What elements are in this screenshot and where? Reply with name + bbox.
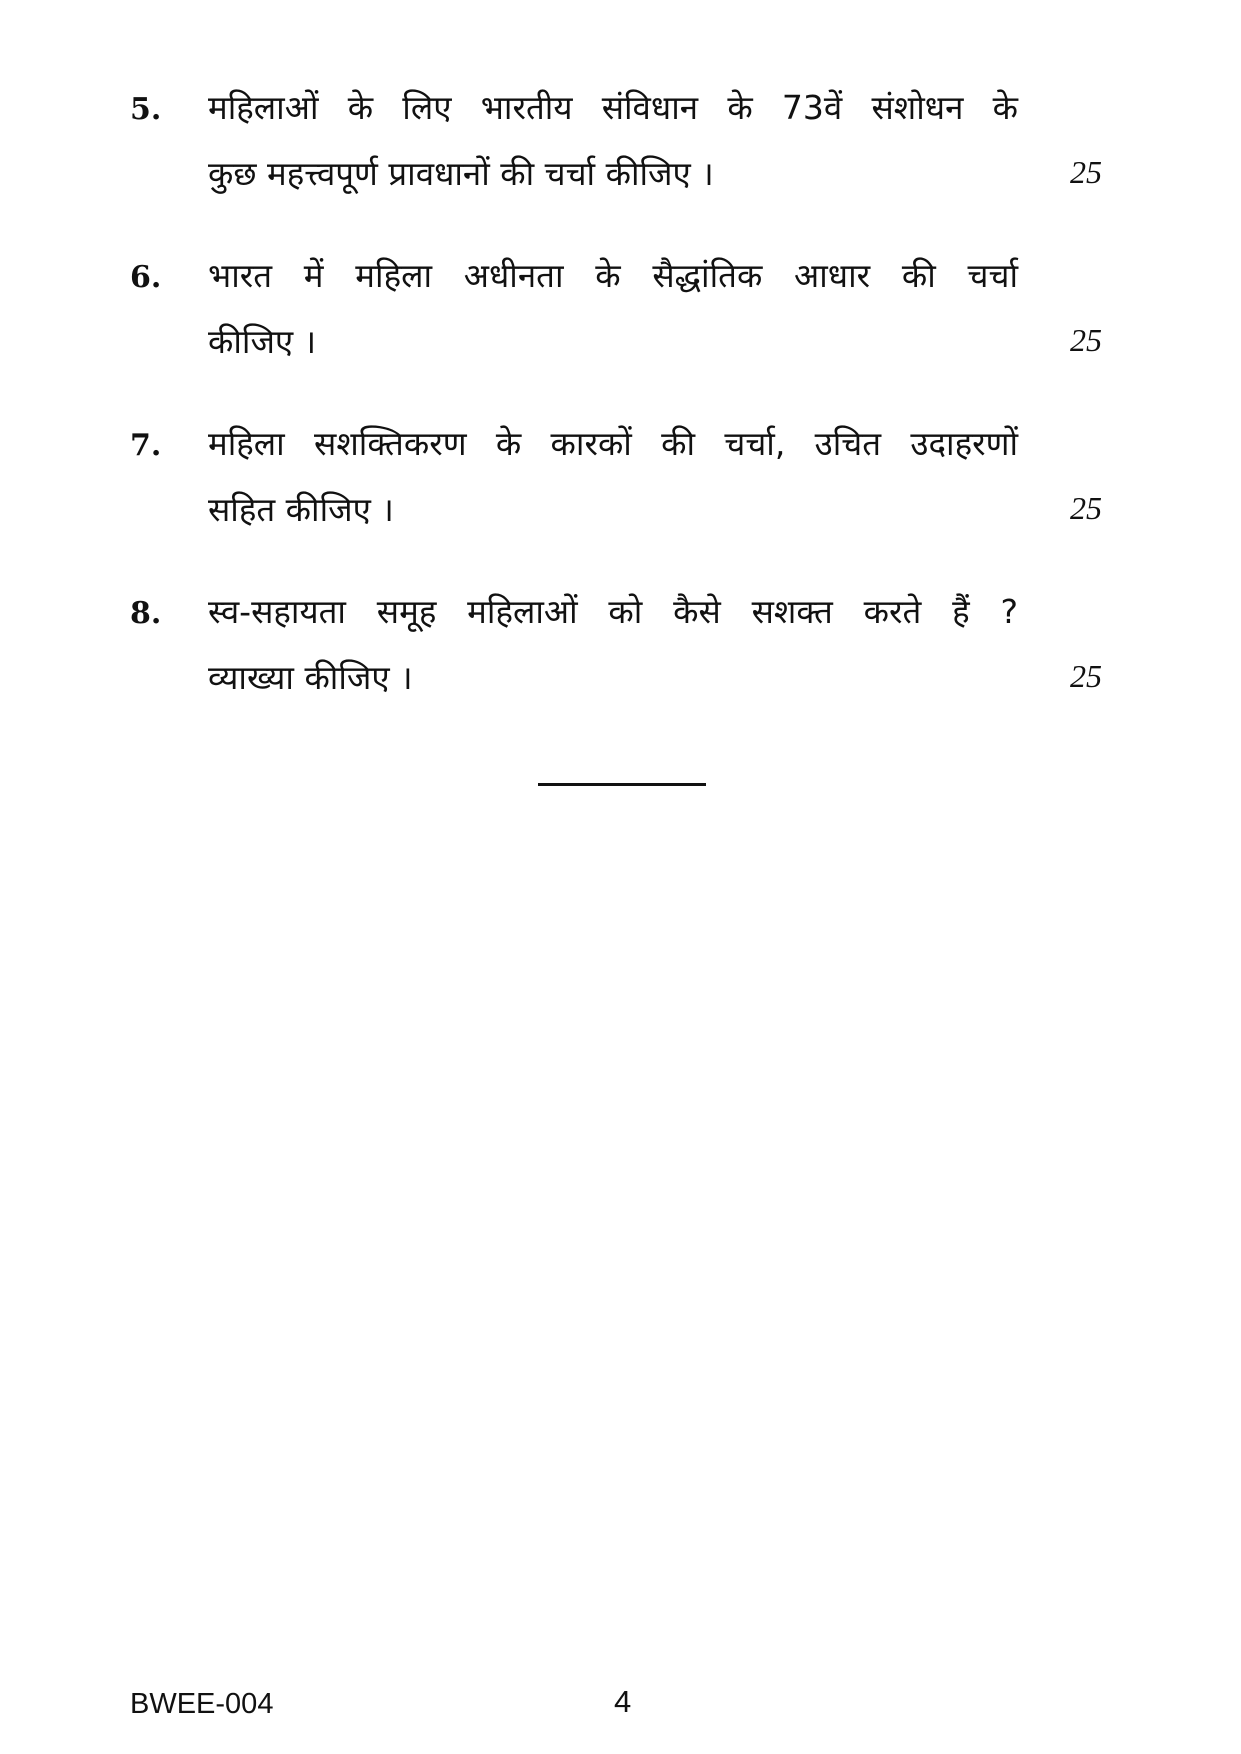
question-text-line-2: कुछ महत्त्वपूर्ण प्रावधानों की चर्चा कीजिए ।	[208, 154, 714, 193]
question-number: 7.	[130, 428, 162, 463]
question-marks: 25	[1070, 154, 1102, 190]
question-text-line-1: महिला सशक्तिकरण के कारकों की चर्चा, उचित उदाहरणों	[208, 424, 1018, 463]
end-of-paper-rule	[538, 783, 706, 786]
question-text-line-1: स्व-सहायता समूह महिलाओं को कैसे सशक्त करते हैं ?	[208, 592, 1018, 631]
question-text-line-2: कीजिए ।	[208, 322, 317, 361]
question-marks: 25	[1070, 490, 1102, 526]
question-number: 6.	[130, 260, 162, 295]
page-number: 4	[614, 1684, 632, 1719]
question-text-line-2: व्याख्या कीजिए ।	[208, 658, 413, 697]
question-number: 5.	[130, 92, 162, 127]
question-text-line-2: सहित कीजिए ।	[208, 490, 394, 529]
question-text-line-1: भारत में महिला अधीनता के सैद्धांतिक आधार की चर्चा	[208, 256, 1018, 295]
question-text-line-1: महिलाओं के लिए भारतीय संविधान के 73वें संशोधन के	[208, 88, 1018, 127]
question-marks: 25	[1070, 658, 1102, 694]
question-marks: 25	[1070, 322, 1102, 358]
question-number: 8.	[130, 596, 162, 631]
course-code: BWEE-004	[130, 1688, 274, 1720]
